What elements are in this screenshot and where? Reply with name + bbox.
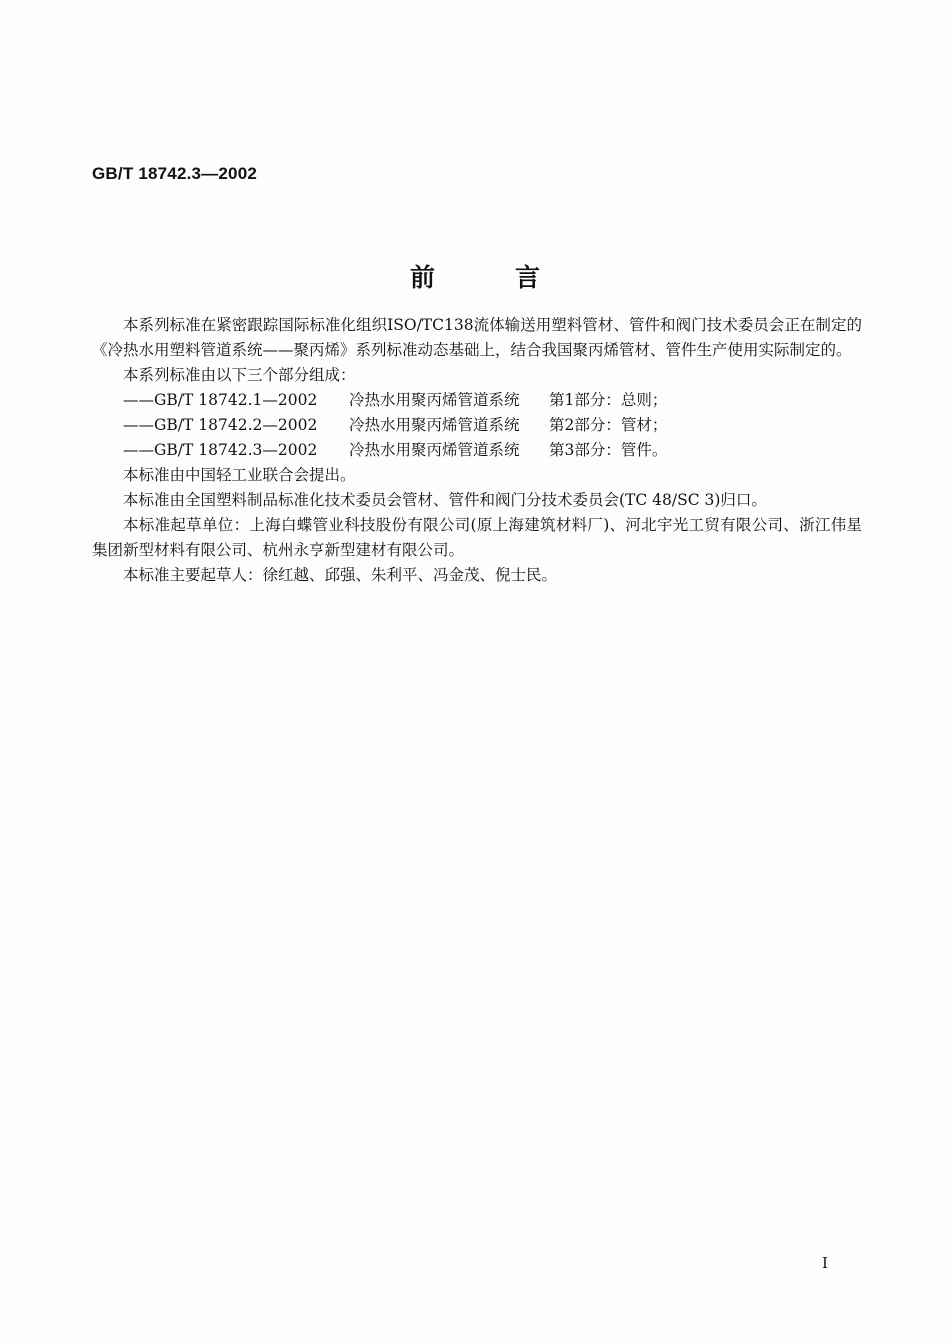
part-code: ——GB/T 18742.2—2002 bbox=[123, 416, 318, 434]
part-list-item bbox=[92, 413, 862, 438]
part-name: 冷热水用聚丙烯管道系统 bbox=[349, 416, 520, 434]
part-title: 第2部分：管材； bbox=[549, 416, 668, 434]
part-title: 第1部分：总则； bbox=[549, 391, 668, 409]
part-name: 冷热水用聚丙烯管道系统 bbox=[349, 441, 520, 459]
part-list-item bbox=[92, 438, 862, 463]
standard-id: GB/T 18742.3—2002 bbox=[92, 164, 257, 183]
proposed-by-paragraph: 本标准由中国轻工业联合会提出。 bbox=[123, 466, 356, 484]
page-title: 前言 bbox=[409, 263, 620, 292]
page-number: I bbox=[822, 1254, 828, 1272]
drafting-units-paragraph: 本标准起草单位：上海白蝶管业科技股份有限公司(原上海建筑材料厂)、河北宇光工贸有限公司、浙江伟星集团新型材料有限公司、杭州永亨新型建材有限公司。 bbox=[92, 516, 862, 559]
part-code: ——GB/T 18742.3—2002 bbox=[123, 441, 318, 459]
part-title: 第3部分：管件。 bbox=[549, 441, 668, 459]
managed-by-paragraph: 本标准由全国塑料制品标准化技术委员会管材、管件和阀门分技术委员会(TC 48/SC 3)归口。 bbox=[123, 491, 767, 509]
drafters-paragraph: 本标准主要起草人：徐红越、邱强、朱利平、冯金茂、倪士民。 bbox=[123, 566, 558, 584]
foreword-body bbox=[92, 313, 862, 588]
part-code: ——GB/T 18742.1—2002 bbox=[123, 391, 318, 409]
series-intro-paragraph: 本系列标准由以下三个部分组成： bbox=[123, 366, 356, 384]
part-list-item bbox=[92, 388, 862, 413]
part-name: 冷热水用聚丙烯管道系统 bbox=[349, 391, 520, 409]
intro-paragraph: 本系列标准在紧密跟踪国际标准化组织ISO/TC138流体输送用塑料管材、管件和阀门技术委员会正在制定的《冷热水用塑料管道系统——聚丙烯》系列标准动态基础上，结合我国聚丙烯管材、管件生产使用实际制定的。 bbox=[92, 316, 862, 359]
